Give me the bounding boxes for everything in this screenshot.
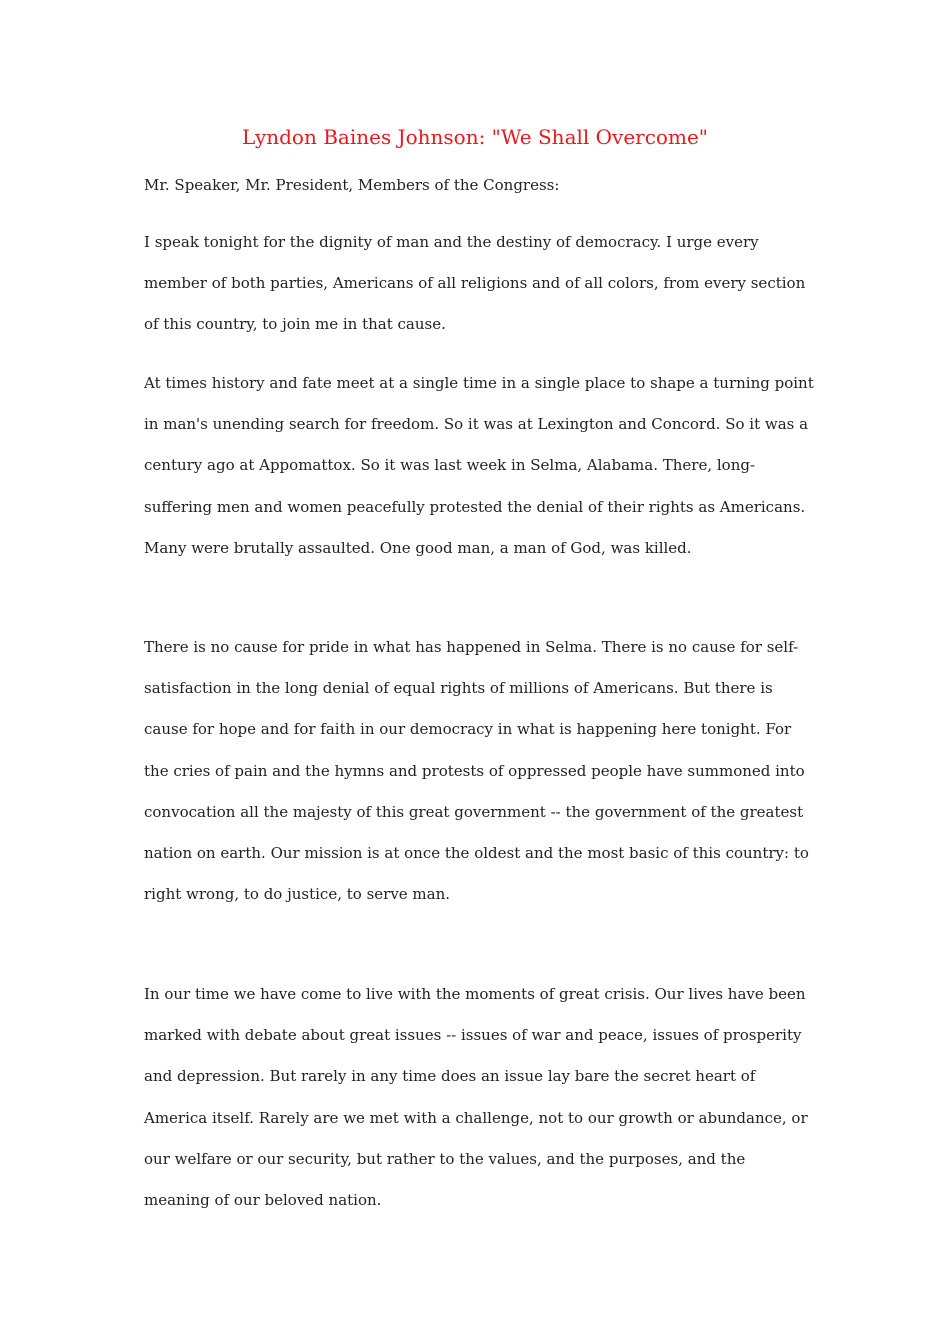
salutation: Mr. Speaker, Mr. President, Members of the Congress:	[144, 176, 560, 194]
paragraph-4: In our time we have come to live with the moments of great crisis. Our lives have been marked with debate about great issues -- issues of war and peace, issues of prosperity and depression. But rarely in any time does an issue lay bare the secret heart of America itself. Rarely are we met with a challenge, not to our growth or abundance, or our welfare or our security, but rather to the values, and the purposes, and the meaning of our beloved nation.	[144, 985, 808, 1210]
paragraph-3: There is no cause for pride in what has happened in Selma. There is no cause for self-satisfaction in the long denial of equal rights of millions of Americans. But there is cause for hope and for faith in our democracy in what is happening here tonight. For the cries of pain and the hymns and protests of oppressed people have summoned into convocation all the majesty of this great government -- the government of the greatest nation on earth. Our mission is at once the oldest and the most basic of this country: to right wrong, to do justice, to serve man.	[144, 638, 809, 904]
paragraph-2: At times history and fate meet at a single time in a single place to shape a turning point in man's unending search for freedom. So it was at Lexington and Concord. So it was a century ago at Appomattox. So it was last week in Selma, Alabama. There, long-suffering men and women peacefully protested the denial of their rights as Americans. Many were brutally assaulted. One good man, a man of God, was killed.	[144, 374, 814, 557]
paragraph-1: I speak tonight for the dignity of man and the destiny of democracy. I urge every member of both parties, Americans of all religions and of all colors, from every section of this country, to join me in that cause.	[144, 233, 806, 334]
page-title: Lyndon Baines Johnson: "We Shall Overcome"	[242, 125, 708, 149]
